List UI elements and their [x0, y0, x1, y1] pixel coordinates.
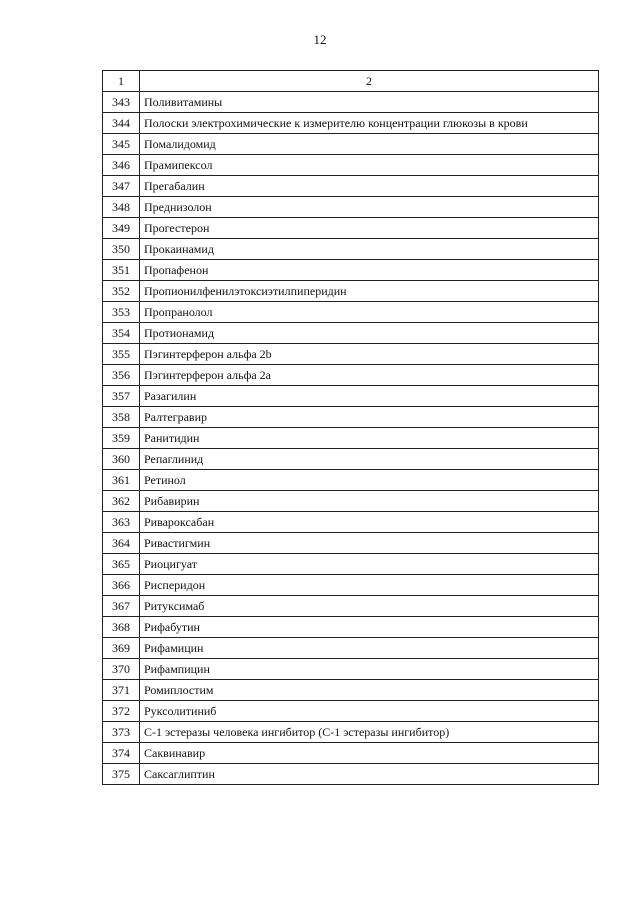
drug-name-cell: Прамипексол [140, 155, 599, 176]
table-row [103, 155, 599, 176]
drug-name-cell: Пропафенон [140, 260, 599, 281]
table-row [103, 134, 599, 155]
row-number-cell: 343 [103, 92, 140, 113]
drug-name-cell: Пропранолол [140, 302, 599, 323]
drug-name-cell: Полоски электрохимические к измерителю концентрации глюкозы в крови [140, 113, 599, 134]
row-number-cell: 375 [103, 764, 140, 785]
drug-name-cell: Прогестерон [140, 218, 599, 239]
table-row [103, 323, 599, 344]
row-number-cell: 372 [103, 701, 140, 722]
drug-name-cell: Рифамицин [140, 638, 599, 659]
row-number-cell: 360 [103, 449, 140, 470]
table-row [103, 512, 599, 533]
table-row [103, 218, 599, 239]
table-row [103, 470, 599, 491]
row-number-cell: 345 [103, 134, 140, 155]
row-number-cell: 350 [103, 239, 140, 260]
table-row [103, 554, 599, 575]
table-row [103, 281, 599, 302]
table-row [103, 260, 599, 281]
table-row [103, 617, 599, 638]
drug-name-cell: Пэгинтерферон альфа 2b [140, 344, 599, 365]
table-row [103, 176, 599, 197]
table-row [103, 407, 599, 428]
table-row [103, 575, 599, 596]
drug-name-cell: Протионамид [140, 323, 599, 344]
row-number-cell: 355 [103, 344, 140, 365]
row-number-cell: 346 [103, 155, 140, 176]
row-number-cell: 374 [103, 743, 140, 764]
table-row [103, 491, 599, 512]
row-number-cell: 363 [103, 512, 140, 533]
row-number-cell: 347 [103, 176, 140, 197]
table-row [103, 428, 599, 449]
drug-name-cell: Пропионилфенилэтоксиэтилпиперидин [140, 281, 599, 302]
drug-name-cell: Ромиплостим [140, 680, 599, 701]
drug-name-cell: Рифампицин [140, 659, 599, 680]
row-number-cell: 359 [103, 428, 140, 449]
row-number-cell: 352 [103, 281, 140, 302]
row-number-cell: 370 [103, 659, 140, 680]
drug-name-cell: Прегабалин [140, 176, 599, 197]
table-row [103, 596, 599, 617]
drug-name-cell: Помалидомид [140, 134, 599, 155]
table-row [103, 113, 599, 134]
drug-name-cell: Ретинол [140, 470, 599, 491]
drug-name-cell: Преднизолон [140, 197, 599, 218]
drug-name-cell: Рибавирин [140, 491, 599, 512]
column-header-name: 2 [140, 71, 599, 92]
table-row [103, 701, 599, 722]
row-number-cell: 361 [103, 470, 140, 491]
table-row [103, 239, 599, 260]
row-number-cell: 362 [103, 491, 140, 512]
row-number-cell: 371 [103, 680, 140, 701]
column-header-number: 1 [103, 71, 140, 92]
table-row [103, 659, 599, 680]
drug-name-cell: Репаглинид [140, 449, 599, 470]
drug-name-cell: Саквинавир [140, 743, 599, 764]
row-number-cell: 351 [103, 260, 140, 281]
table-row [103, 197, 599, 218]
row-number-cell: 366 [103, 575, 140, 596]
drug-name-cell: Прокаинамид [140, 239, 599, 260]
table-row [103, 743, 599, 764]
table-row [103, 533, 599, 554]
drug-name-cell: Руксолитиниб [140, 701, 599, 722]
row-number-cell: 369 [103, 638, 140, 659]
table-row [103, 344, 599, 365]
row-number-cell: 353 [103, 302, 140, 323]
table-body [103, 92, 599, 785]
drug-name-cell: Саксаглиптин [140, 764, 599, 785]
row-number-cell: 368 [103, 617, 140, 638]
row-number-cell: 348 [103, 197, 140, 218]
drug-name-cell: С-1 эстеразы человека ингибитор (С-1 эстеразы ингибитор) [140, 722, 599, 743]
table-row [103, 92, 599, 113]
table-row [103, 638, 599, 659]
row-number-cell: 349 [103, 218, 140, 239]
row-number-cell: 358 [103, 407, 140, 428]
row-number-cell: 373 [103, 722, 140, 743]
page-number: 12 [313, 32, 327, 47]
drug-name-cell: Ривароксабан [140, 512, 599, 533]
table-row [103, 302, 599, 323]
drug-name-cell: Пэгинтерферон альфа 2a [140, 365, 599, 386]
table-row [103, 764, 599, 785]
table-row [103, 722, 599, 743]
row-number-cell: 344 [103, 113, 140, 134]
drug-name-cell: Рисперидон [140, 575, 599, 596]
drug-name-cell: Ривастигмин [140, 533, 599, 554]
drug-name-cell: Риоцигуат [140, 554, 599, 575]
row-number-cell: 364 [103, 533, 140, 554]
drug-list-table [102, 70, 599, 785]
row-number-cell: 367 [103, 596, 140, 617]
table-row [103, 449, 599, 470]
row-number-cell: 365 [103, 554, 140, 575]
drug-name-cell: Ритуксимаб [140, 596, 599, 617]
row-number-cell: 357 [103, 386, 140, 407]
table-header-row [103, 71, 599, 92]
drug-name-cell: Ранитидин [140, 428, 599, 449]
drug-name-cell: Разагилин [140, 386, 599, 407]
row-number-cell: 356 [103, 365, 140, 386]
table-row [103, 365, 599, 386]
table-row [103, 386, 599, 407]
table-row [103, 680, 599, 701]
drug-name-cell: Ралтегравир [140, 407, 599, 428]
row-number-cell: 354 [103, 323, 140, 344]
drug-name-cell: Поливитамины [140, 92, 599, 113]
drug-name-cell: Рифабутин [140, 617, 599, 638]
